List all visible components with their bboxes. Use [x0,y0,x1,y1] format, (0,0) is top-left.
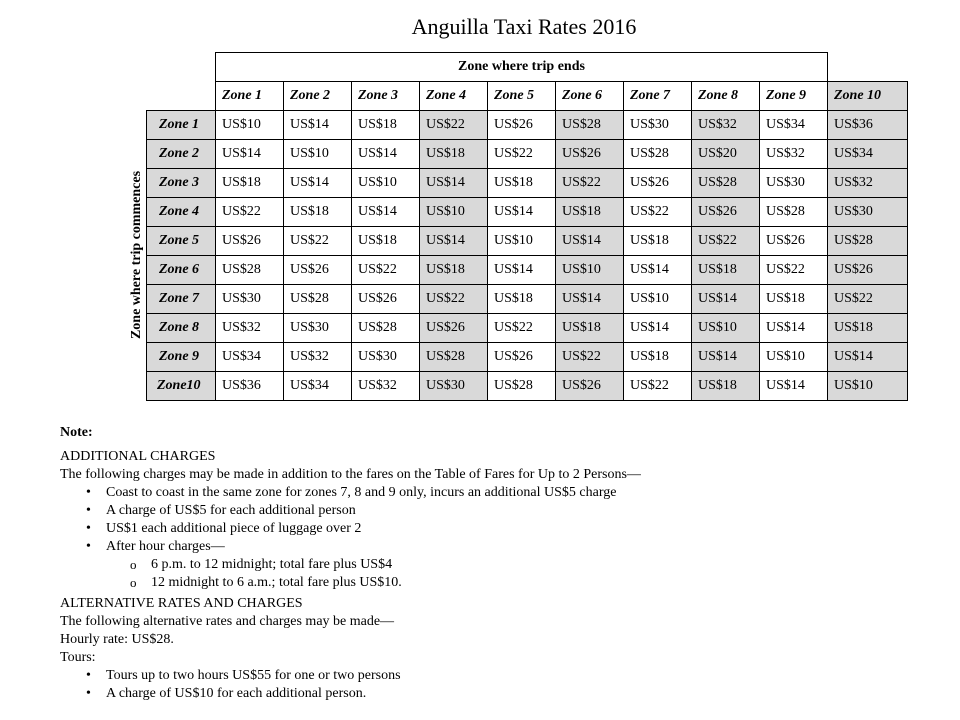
column-header: Zone 4 [420,81,488,110]
column-header: Zone 2 [284,81,352,110]
fare-cell: US$22 [760,255,828,284]
fare-cell: US$14 [488,255,556,284]
column-header: Zone 9 [760,81,828,110]
fare-cell: US$32 [828,168,908,197]
table-row [128,110,908,139]
fare-cell: US$26 [488,110,556,139]
fare-cell: US$34 [284,371,352,400]
fare-cell: US$22 [216,197,284,226]
fare-cell: US$32 [760,139,828,168]
fare-cell: US$18 [488,168,556,197]
table-row [128,168,908,197]
fare-cell: US$28 [352,313,420,342]
fare-cell: US$14 [828,342,908,371]
fare-cell: US$32 [284,342,352,371]
fare-cell: US$28 [284,284,352,313]
table-row [128,139,908,168]
fare-cell: US$20 [692,139,760,168]
fare-cell: US$30 [828,197,908,226]
fare-cell: US$22 [828,284,908,313]
column-header: Zone 3 [352,81,420,110]
row-header: Zone 3 [147,168,216,197]
fare-cell: US$34 [828,139,908,168]
list-item: • A charge of US$5 for each additional person [60,502,940,520]
note-label: Note: [60,425,93,440]
column-header: Zone 7 [624,81,692,110]
fare-cell: US$28 [420,342,488,371]
fare-cell: US$26 [828,255,908,284]
row-header: Zone10 [147,371,216,400]
additional-charges-heading: ADDITIONAL CHARGES [60,449,216,464]
fare-cell: US$30 [624,110,692,139]
fare-cell: US$18 [420,255,488,284]
fare-cell: US$26 [556,139,624,168]
notes-section [60,424,940,703]
taxi-rate-table [128,52,908,401]
after-hour-list [60,556,940,592]
fare-cell: US$18 [352,110,420,139]
page-title: Anguilla Taxi Rates 2016 [411,14,637,39]
fare-cell: US$32 [216,313,284,342]
fare-cell: US$14 [216,139,284,168]
fare-cell: US$28 [760,197,828,226]
fare-cell: US$14 [284,168,352,197]
after-hour-label: After hour charges— [106,539,225,554]
list-item [60,538,940,592]
fare-cell: US$18 [284,197,352,226]
hourly-rate: Hourly rate: US$28. [60,632,174,647]
column-header: Zone 5 [488,81,556,110]
fare-cell: US$18 [556,313,624,342]
list-item: • Coast to coast in the same zone for zones 7, 8 and 9 only, incurs an additional US$5 charge [60,484,940,502]
fare-cell: US$26 [284,255,352,284]
fare-cell: US$32 [352,371,420,400]
row-header: Zone 7 [147,284,216,313]
alternative-rates-heading: ALTERNATIVE RATES AND CHARGES [60,596,303,611]
fare-cell: US$10 [216,110,284,139]
fare-cell: US$28 [488,371,556,400]
alternative-rates-intro: The following alternative rates and charges may be made— [60,614,395,629]
fare-cell: US$14 [624,255,692,284]
commences-caption-cell [128,110,147,400]
fare-cell: US$34 [216,342,284,371]
table-row [128,313,908,342]
row-header: Zone 1 [147,110,216,139]
fare-cell: US$36 [828,110,908,139]
fare-cell: US$30 [216,284,284,313]
fare-cell: US$18 [692,255,760,284]
fare-cell: US$10 [624,284,692,313]
fare-cell: US$28 [216,255,284,284]
table-row [128,284,908,313]
row-header: Zone 9 [147,342,216,371]
fare-cell: US$14 [760,313,828,342]
list-item: • Tours up to two hours US$55 for one or two persons [60,667,940,685]
fare-cell: US$26 [352,284,420,313]
tours-list [60,667,940,703]
fare-cell: US$14 [284,110,352,139]
fare-cell: US$14 [692,284,760,313]
fare-cell: US$22 [352,255,420,284]
fare-cell: US$18 [760,284,828,313]
fare-cell: US$30 [420,371,488,400]
fare-cell: US$18 [692,371,760,400]
fare-cell: US$10 [420,197,488,226]
ends-caption-row [128,53,908,82]
column-header: Zone 8 [692,81,760,110]
fare-cell: US$18 [828,313,908,342]
fare-cell: US$22 [488,139,556,168]
fare-cell: US$28 [556,110,624,139]
row-header: Zone 5 [147,226,216,255]
fare-cell: US$14 [556,284,624,313]
fare-cell: US$14 [692,342,760,371]
fare-cell: US$14 [556,226,624,255]
ends-caption: Zone where trip ends [216,53,828,82]
fare-cell: US$18 [352,226,420,255]
fare-cell: US$22 [420,284,488,313]
column-header: Zone 1 [216,81,284,110]
commences-caption: Zone where trip commences [129,170,144,340]
row-header: Zone 4 [147,197,216,226]
fare-cell: US$26 [488,342,556,371]
fare-cell: US$26 [216,226,284,255]
fare-cell: US$28 [692,168,760,197]
fare-cell: US$10 [760,342,828,371]
column-header: Zone 10 [828,81,908,110]
additional-charges-intro: The following charges may be made in addition to the fares on the Table of Fares for Up to 2 Persons— [60,467,641,482]
fare-cell: US$30 [284,313,352,342]
fare-cell: US$22 [420,110,488,139]
fare-cell: US$10 [828,371,908,400]
fare-cell: US$36 [216,371,284,400]
fare-cell: US$28 [828,226,908,255]
table-row [128,226,908,255]
fare-cell: US$10 [488,226,556,255]
list-item: • US$1 each additional piece of luggage over 2 [60,520,940,538]
table-row [128,342,908,371]
fare-cell: US$34 [760,110,828,139]
fare-cell: US$18 [556,197,624,226]
table-row [128,197,908,226]
fare-cell: US$30 [352,342,420,371]
list-item: • A charge of US$10 for each additional person. [60,685,940,703]
tours-label: Tours: [60,650,96,665]
fare-cell: US$18 [624,226,692,255]
fare-cell: US$22 [624,197,692,226]
fare-cell: US$22 [692,226,760,255]
fare-cell: US$14 [420,168,488,197]
list-item: o 6 p.m. to 12 midnight; total fare plus US$4 [60,556,940,574]
fare-cell: US$26 [420,313,488,342]
list-item: o 12 midnight to 6 a.m.; total fare plus US$10. [60,574,940,592]
table-row [128,371,908,400]
fare-cell: US$22 [488,313,556,342]
fare-cell: US$14 [488,197,556,226]
fare-cell: US$28 [624,139,692,168]
row-header: Zone 8 [147,313,216,342]
fare-cell: US$18 [624,342,692,371]
fare-cell: US$14 [352,197,420,226]
row-header: Zone 6 [147,255,216,284]
table-row [128,255,908,284]
column-header: Zone 6 [556,81,624,110]
fare-cell: US$26 [624,168,692,197]
fare-cell: US$14 [760,371,828,400]
fare-cell: US$22 [556,342,624,371]
fare-cell: US$10 [692,313,760,342]
fare-cell: US$10 [556,255,624,284]
fare-cell: US$18 [420,139,488,168]
fare-cell: US$18 [488,284,556,313]
fare-cell: US$32 [692,110,760,139]
additional-charges-list [60,484,940,592]
fare-cell: US$14 [352,139,420,168]
fare-cell: US$26 [556,371,624,400]
fare-cell: US$22 [556,168,624,197]
fare-cell: US$30 [760,168,828,197]
fare-cell: US$14 [624,313,692,342]
fare-cell: US$18 [216,168,284,197]
row-header: Zone 2 [147,139,216,168]
fare-cell: US$22 [624,371,692,400]
fare-cell: US$26 [692,197,760,226]
fare-cell: US$22 [284,226,352,255]
column-header-row [128,81,908,110]
fare-cell: US$14 [420,226,488,255]
fare-cell: US$10 [284,139,352,168]
fare-cell: US$10 [352,168,420,197]
fare-cell: US$26 [760,226,828,255]
